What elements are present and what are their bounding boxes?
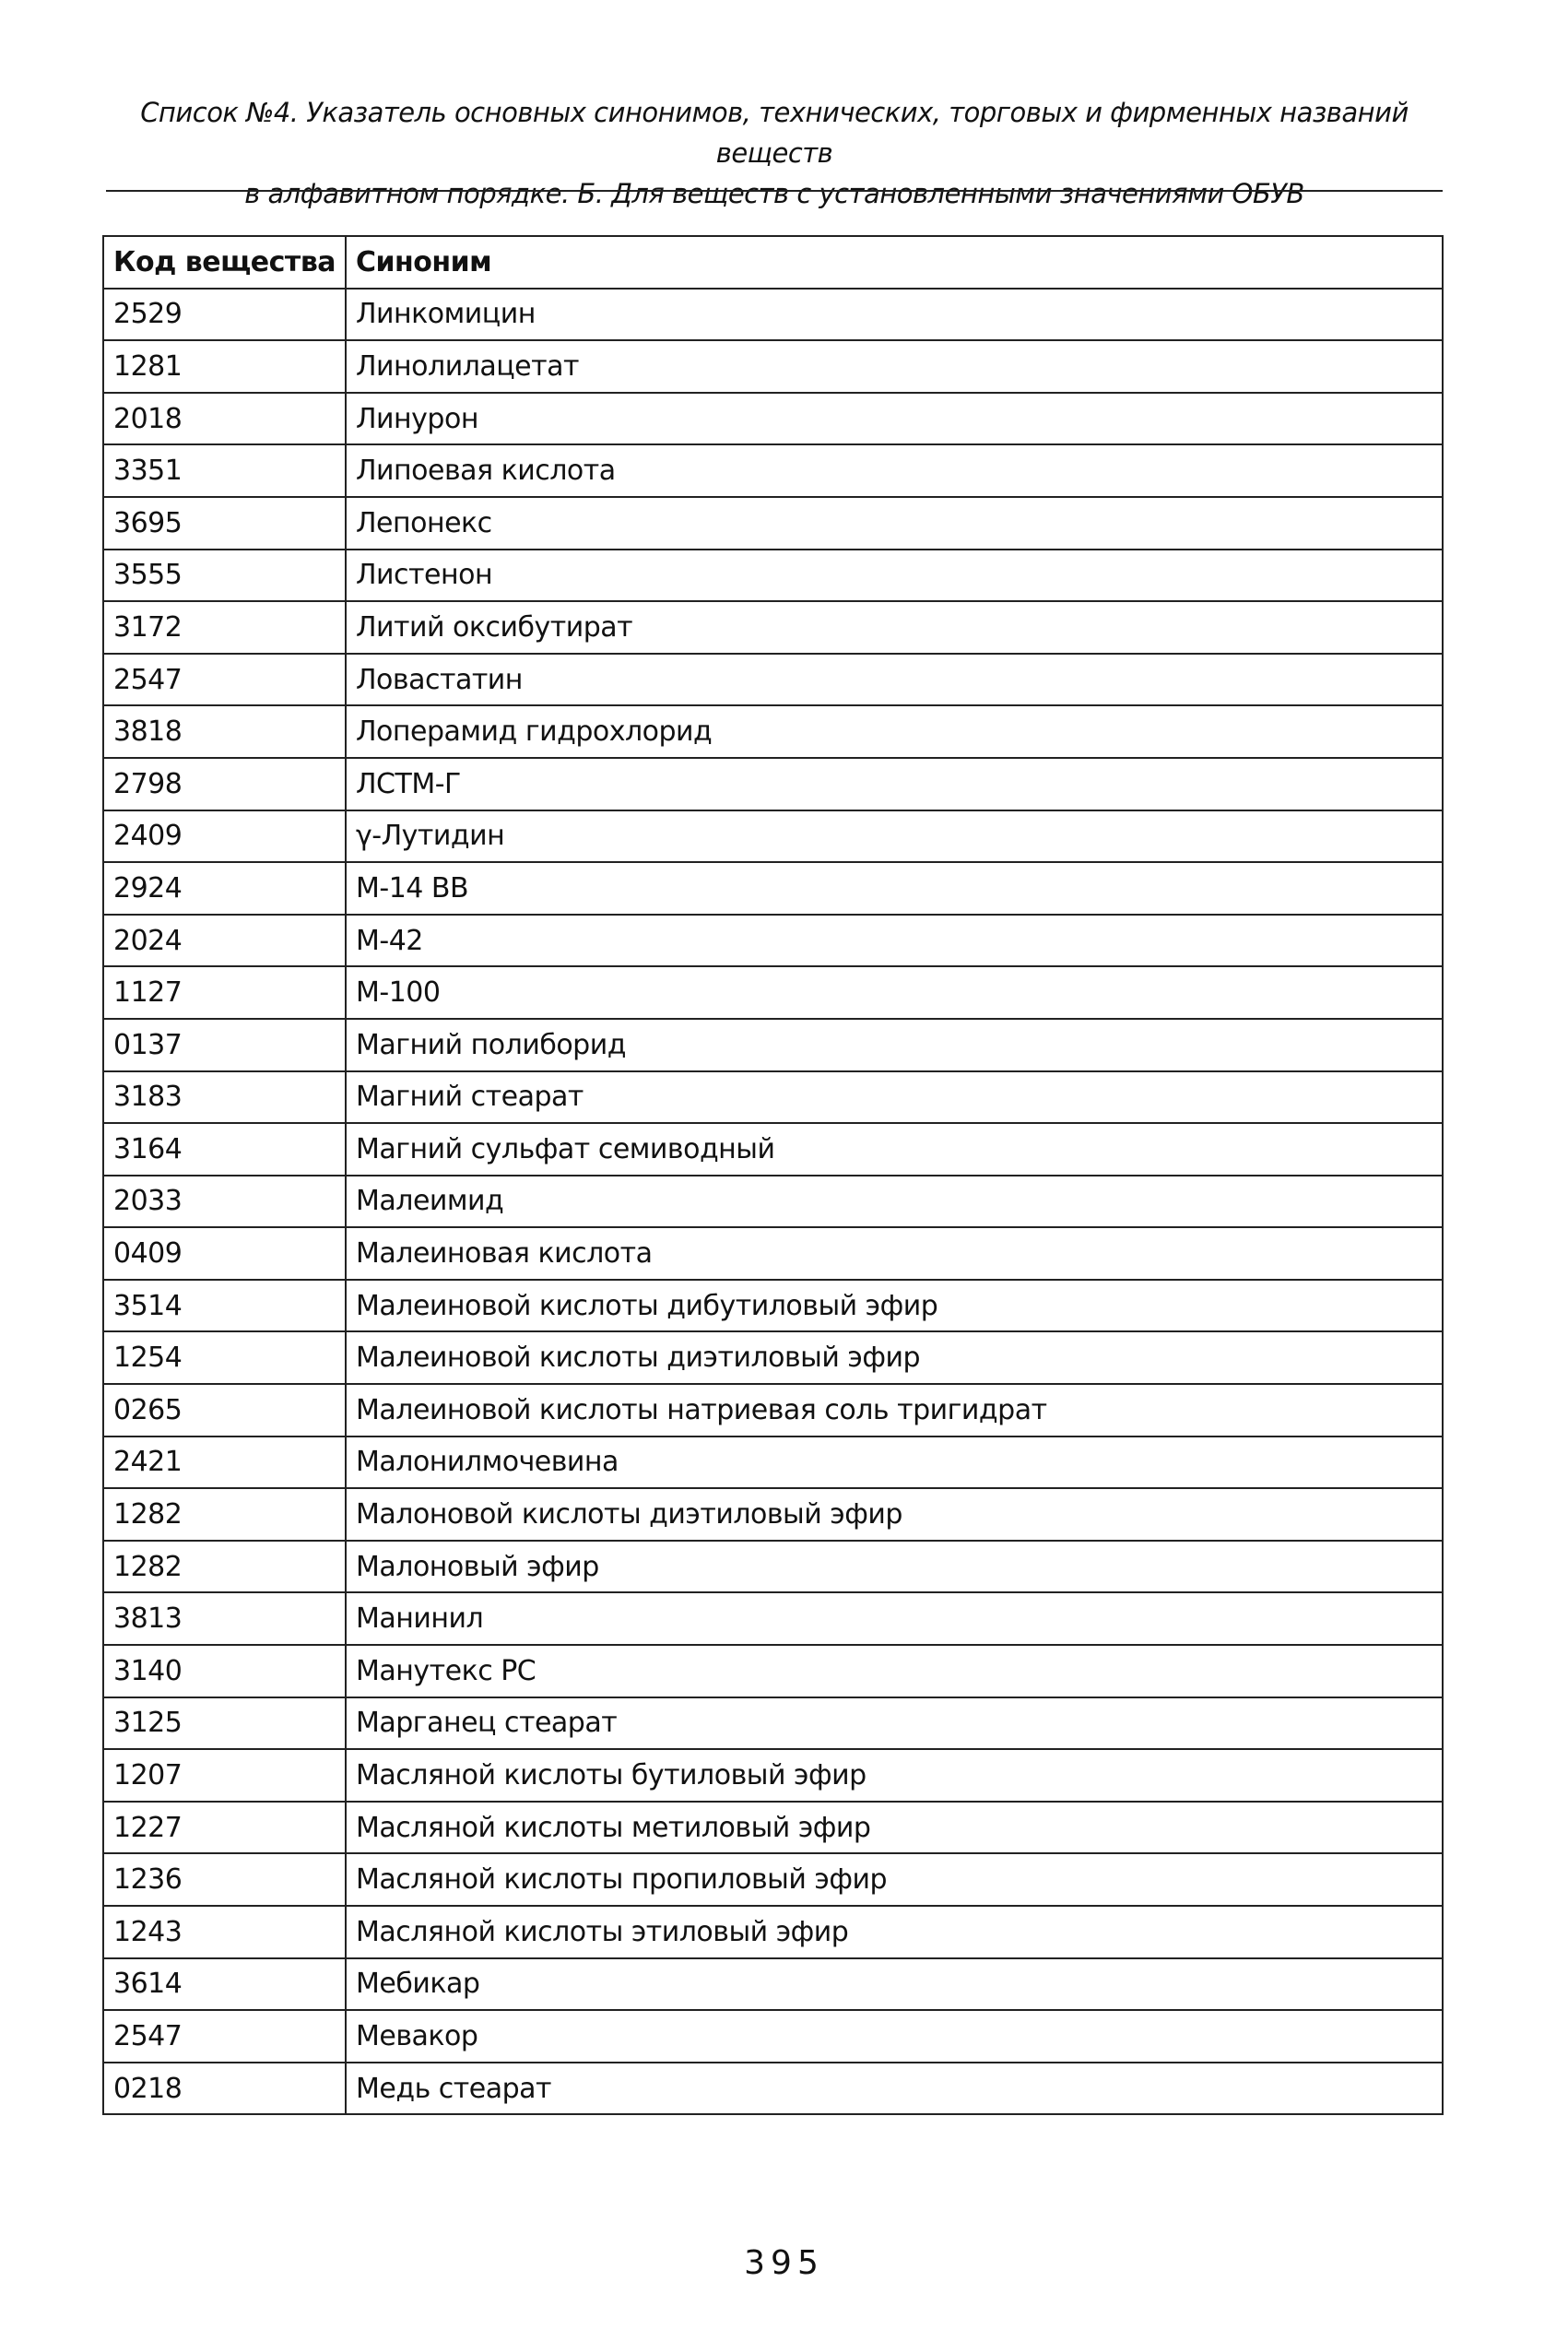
table-row [103,966,1443,1019]
table-row [103,1488,1443,1541]
synonym-cell: М-100 [346,966,1443,1019]
table-row [103,1331,1443,1384]
synonym-cell: Линурон [346,393,1443,445]
table-row [103,1958,1443,2011]
synonym-cell: Мебикар [346,1958,1443,2011]
table-row [103,340,1443,393]
substance-code-cell: 3172 [103,601,346,654]
table-row [103,862,1443,915]
substance-code-cell: 1281 [103,340,346,393]
table-row [103,654,1443,706]
table-row [103,1227,1443,1280]
synonym-cell: Ловастатин [346,654,1443,706]
substance-code-cell: 2547 [103,654,346,706]
synonym-cell: Линолилацетат [346,340,1443,393]
table-row [103,1592,1443,1645]
table-row [103,1280,1443,1332]
substance-code-cell: 1127 [103,966,346,1019]
table-row [103,393,1443,445]
synonym-cell: Марганец стеарат [346,1697,1443,1750]
synonyms-table [102,235,1444,2115]
table-row [103,1019,1443,1071]
synonym-cell: Малеиновая кислота [346,1227,1443,1280]
synonym-cell: Медь стеарат [346,2063,1443,2115]
synonym-cell: Магний стеарат [346,1071,1443,1124]
header-line-1: Список №4. Указатель основных синонимов, технических, торговых и фирменных названий веществ [140,97,1409,169]
synonym-cell: Лепонекс [346,497,1443,550]
synonym-cell: Литий оксибутират [346,601,1443,654]
substance-code-cell: 0218 [103,2063,346,2115]
synonym-cell: М-42 [346,915,1443,967]
substance-code-cell: 2018 [103,393,346,445]
page-number: 395 [744,2244,824,2282]
table-row [103,1176,1443,1228]
substance-code-cell: 3351 [103,444,346,497]
table-row [103,1541,1443,1593]
substance-code-cell: 3140 [103,1645,346,1697]
substance-code-cell: 3695 [103,497,346,550]
synonym-cell: Малеиновой кислоты натриевая соль тригидрат [346,1384,1443,1437]
synonym-cell: Масляной кислоты метиловый эфир [346,1802,1443,1854]
substance-code-cell: 1282 [103,1488,346,1541]
synonym-cell: Масляной кислоты бутиловый эфир [346,1749,1443,1802]
table-row [103,915,1443,967]
synonym-cell: γ-Лутидин [346,810,1443,863]
substance-code-cell: 3555 [103,550,346,602]
substance-code-cell: 1254 [103,1331,346,1384]
header-divider [106,190,1443,192]
table-row [103,497,1443,550]
table-row [103,1697,1443,1750]
synonym-cell: Манутекс РС [346,1645,1443,1697]
substance-code-cell: 3813 [103,1592,346,1645]
synonym-cell: Лоперамид гидрохлорид [346,705,1443,758]
table-row [103,1123,1443,1176]
substance-code-cell: 2529 [103,289,346,341]
substance-code-cell: 2024 [103,915,346,967]
table-row [103,1645,1443,1697]
substance-code-cell: 1236 [103,1853,346,1906]
table-row [103,1802,1443,1854]
substance-code-cell: 2547 [103,2010,346,2063]
table-header-row [103,236,1443,289]
table-row [103,2010,1443,2063]
substance-code-cell: 3514 [103,1280,346,1332]
table-row [103,1437,1443,1489]
substance-code-cell: 2421 [103,1437,346,1489]
substance-code-cell: 1207 [103,1749,346,1802]
table-row [103,2063,1443,2115]
substance-code-cell: 0137 [103,1019,346,1071]
column-header-synonym: Синоним [346,236,1443,289]
synonym-cell: Манинил [346,1592,1443,1645]
table-row [103,810,1443,863]
synonym-cell: Линкомицин [346,289,1443,341]
substance-code-cell: 1282 [103,1541,346,1593]
synonym-cell: Листенон [346,550,1443,602]
synonym-cell: Масляной кислоты пропиловый эфир [346,1853,1443,1906]
table-row [103,758,1443,810]
table-row [103,1749,1443,1802]
table-row [103,444,1443,497]
substance-code-cell: 3183 [103,1071,346,1124]
substance-code-cell: 2033 [103,1176,346,1228]
synonym-cell: М-14 ВВ [346,862,1443,915]
synonym-cell: Масляной кислоты этиловый эфир [346,1906,1443,1958]
substance-code-cell: 2924 [103,862,346,915]
substance-code-cell: 3614 [103,1958,346,2011]
table-body [103,289,1443,2115]
synonym-cell: Мевакор [346,2010,1443,2063]
substance-code-cell: 0265 [103,1384,346,1437]
table-row [103,550,1443,602]
synonym-cell: Малонилмочевина [346,1437,1443,1489]
synonym-cell: ЛСТМ-Г [346,758,1443,810]
substance-code-cell: 0409 [103,1227,346,1280]
synonym-cell: Малеимид [346,1176,1443,1228]
synonym-cell: Малоновый эфир [346,1541,1443,1593]
page-header [106,92,1443,214]
substance-code-cell: 3125 [103,1697,346,1750]
substance-code-cell: 3164 [103,1123,346,1176]
table-row [103,1853,1443,1906]
substance-code-cell: 3818 [103,705,346,758]
synonym-cell: Магний полиборид [346,1019,1443,1071]
substance-code-cell: 1227 [103,1802,346,1854]
table-row [103,705,1443,758]
substance-code-cell: 2409 [103,810,346,863]
table-row [103,1384,1443,1437]
synonym-cell: Малеиновой кислоты диэтиловый эфир [346,1331,1443,1384]
synonym-cell: Малоновой кислоты диэтиловый эфир [346,1488,1443,1541]
synonym-cell: Малеиновой кислоты дибутиловый эфир [346,1280,1443,1332]
synonym-cell: Магний сульфат семиводный [346,1123,1443,1176]
table-row [103,1071,1443,1124]
substance-code-cell: 1243 [103,1906,346,1958]
table-row [103,1906,1443,1958]
synonym-cell: Липоевая кислота [346,444,1443,497]
column-header-code: Код вещества [103,236,346,289]
table-row [103,289,1443,341]
substance-code-cell: 2798 [103,758,346,810]
header-line-2: в алфавитном порядке. Б. Для веществ с установленными значениями ОБУВ [244,178,1304,209]
table-row [103,601,1443,654]
